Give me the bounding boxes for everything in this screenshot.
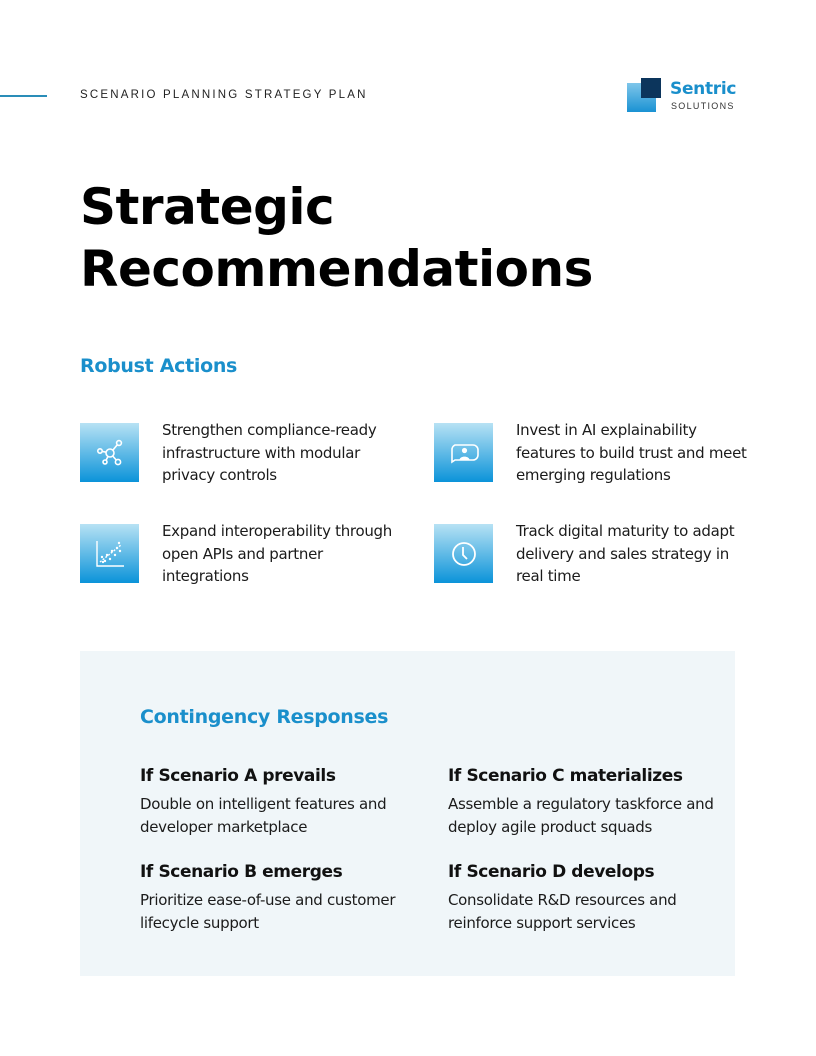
scenario-title: If Scenario B emerges	[140, 862, 343, 882]
robust-action-text: Invest in AI explainability features to build trust and meet emerging regulations	[516, 421, 747, 484]
logo-subtitle: SOLUTIONS	[671, 101, 735, 111]
scenario-description: Assemble a regulatory taskforce and deploy agile product squads	[448, 795, 714, 836]
scenario-b	[140, 860, 430, 934]
page-title	[80, 176, 593, 300]
page-title-line-2: Recommendations	[80, 240, 593, 298]
robust-action-text: Strengthen compliance-ready infrastructure with modular privacy controls	[162, 421, 377, 484]
document-label: SCENARIO PLANNING STRATEGY PLAN	[80, 89, 368, 101]
robust-actions-heading: Robust Actions	[80, 355, 238, 377]
scenario-title: If Scenario A prevails	[140, 766, 336, 786]
company-logo	[627, 78, 737, 114]
user-chat-bubble-icon	[434, 423, 493, 482]
scenario-description: Consolidate R&D resources and reinforce support services	[448, 891, 677, 932]
network-nodes-icon	[80, 423, 139, 482]
logo-name: Sentric	[670, 79, 737, 99]
contingency-panel	[80, 651, 735, 976]
scenario-description: Double on intelligent features and developer marketplace	[140, 795, 387, 836]
logo-mark-icon	[627, 78, 661, 112]
robust-action-text: Track digital maturity to adapt delivery and sales strategy in real time	[516, 522, 735, 585]
scenario-description: Prioritize ease-of-use and customer lifecycle support	[140, 891, 396, 932]
contingency-heading: Contingency Responses	[140, 706, 389, 728]
robust-action-item	[434, 421, 747, 493]
scenario-a	[140, 764, 430, 838]
scenario-title: If Scenario D develops	[448, 862, 655, 882]
clock-icon	[434, 524, 493, 583]
scatter-plot-icon	[80, 524, 139, 583]
robust-action-item	[80, 522, 392, 594]
page-title-line-1: Strategic	[80, 178, 335, 236]
robust-action-text: Expand interoperability through open APIs and partner integrations	[162, 522, 392, 585]
robust-action-item	[434, 524, 734, 594]
header-accent-line	[0, 95, 47, 97]
scenario-c	[448, 764, 738, 838]
robust-action-item	[80, 423, 380, 493]
scenario-d	[448, 860, 738, 934]
scenario-title: If Scenario C materializes	[448, 766, 683, 786]
